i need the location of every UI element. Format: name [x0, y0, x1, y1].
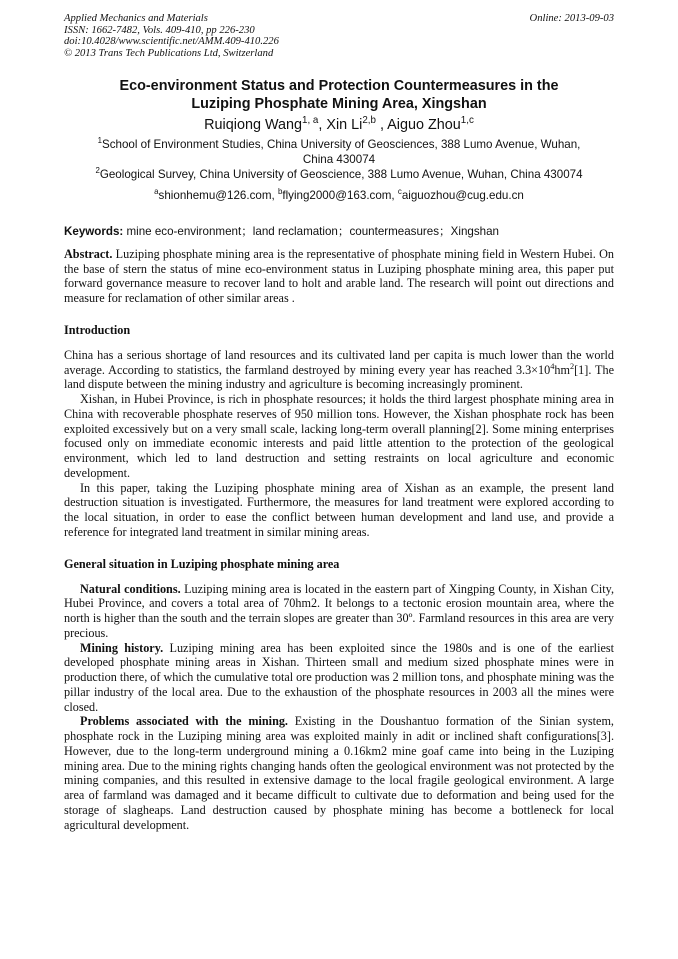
affiliation-1-cont: China 430074 — [302, 153, 376, 167]
paragraph-text: China has a serious shortage of land resources and its cultivated land per capita is much lower than the world average. According to statistics, the farmland destroyed by mining every year has reached 3.3×10 — [64, 347, 614, 377]
paragraph-text: Luziping mining area has been exploited since the 1980s and is one of the earliest developed phosphate mining areas in Xishan. Thirteen small and medium sized phosphate mines were in production there, of which the cumulative total ore production was 2 million tons, and phosphate mining was the pillar industry of the local area. Due to the exhaustion of the phosphate resources in 2003 all the mines were closed. — [64, 640, 615, 714]
paper-page — [64, 13, 614, 832]
paragraph-text: Existing in the Doushantuo formation of the Sinian system, phosphate rock in the Luziping mining area was exploited mainly in adit or inclined shaft configurations[3]. However, due to the long-term underground mining a 0.16km2 mine goaf came into being in the Luziping mining area. Due to the mining rights changing hands often the geological environment was not protected by the mining companies, and this resulted in extensive damage to the local fragile geological environment. A large area of farmland was damaged and it became difficult to cultivate due to deformation and being used for the storage of slagheaps. Land destruction caused by phosphate mining has become a bottleneck for local agricultural development. — [64, 714, 614, 832]
paragraph-problems — [64, 714, 614, 832]
paragraph: Xishan, in Hubei Province, is rich in phosphate resources; it holds the third largest phosphate mining area in China with recoverable phosphate reserves of 950 million tons. However, the Xishan phosphate rock has been exploited excessively but on a very small scale, lacking long-term overall planning[2]. Some mining enterprises focused only on immediate economic interests and paid little attention to the protection of the geological environment, which led to land destruction and setting restraints on local agriculture and economic development. — [64, 392, 614, 480]
general-section — [64, 582, 614, 833]
run-in-heading: Problems associated with the mining. — [80, 714, 288, 729]
affiliation-number: 1 — [97, 136, 102, 146]
journal-header — [64, 13, 614, 59]
keywords — [64, 225, 614, 239]
author-superscript: 1,c — [460, 115, 474, 127]
superscript: 4 — [550, 361, 555, 371]
author-separator: , — [318, 117, 327, 134]
abstract-text: Luziping phosphate mining area is the representative of phosphate mining field in Western Hubei. On the base of stern the status of mine eco-environment status in Luziping phosphate mining area, this paper put forward governance measure to recover land to holt and arable land. The research will point out directions and measure for reclamation of other similar areas . — [64, 246, 614, 306]
affiliation-2 — [64, 168, 614, 183]
paragraph-text: [1]. The land dispute between the mining industry and agriculture is becoming increasingly prominent. — [64, 362, 614, 392]
affiliation-text: School of Environment Studies, China University of Geosciences, 388 Lumo Avenue, Wuhan, — [101, 138, 581, 152]
abstract — [64, 247, 614, 306]
author-list — [64, 116, 614, 134]
author-emails — [64, 186, 614, 203]
paragraph-text: hm — [554, 362, 570, 377]
journal-name: Applied Mechanics and Materials — [64, 13, 208, 24]
email-link[interactable]: aiguozhou@cug.edu.cn — [401, 188, 524, 202]
paragraph-mining-history — [64, 641, 614, 715]
run-in-heading: Mining history. — [80, 640, 164, 655]
author-name: Aiguo Zhou — [387, 117, 461, 134]
email-superscript: a — [154, 186, 159, 196]
paragraph-text: Luziping mining area is located in the eastern part of Xingping County, in Xishan City, Hubei Province, and covers a total area of 70hm2. It belongs to a tectonic erosion mountain area, where the north is higher than the south and the terrain slopes are greater than 30º. Farmland resources in this area are very precious. — [64, 581, 614, 640]
paragraph — [64, 348, 614, 392]
keywords-text: mine eco-environment；land reclamation；countermeasures；Xingshan — [123, 224, 499, 238]
email-link[interactable]: flying2000@163.com, — [282, 188, 398, 202]
author-superscript: 1, a — [302, 115, 319, 127]
affiliation-text: Geological Survey, China University of Geoscience, 388 Lumo Avenue, Wuhan, China 430074 — [99, 167, 583, 181]
superscript: 2 — [569, 361, 575, 371]
author-name: Xin Li — [326, 117, 363, 134]
paper-title — [64, 77, 614, 113]
author-superscript: 2,b — [362, 115, 376, 127]
abstract-label: Abstract. — [64, 246, 113, 261]
affiliations — [64, 138, 614, 182]
author-separator: , — [375, 117, 388, 134]
author-name: Ruiqiong Wang — [204, 117, 303, 134]
section-heading-introduction: Introduction — [64, 322, 131, 337]
run-in-heading: Natural conditions. — [80, 581, 181, 596]
introduction-section — [64, 348, 614, 540]
online-date: Online: 2013-09-03 — [529, 13, 614, 24]
title-line-1: Eco-environment Status and Protection Countermeasures in the — [119, 78, 559, 95]
section-heading-general: General situation in Luziping phosphate mining area — [64, 556, 340, 571]
title-line-2: Luziping Phosphate Mining Area, Xingshan — [191, 96, 487, 113]
email-superscript: b — [277, 186, 283, 196]
copyright-line: © 2013 Trans Tech Publications Ltd, Switzerland — [64, 47, 274, 59]
paragraph: In this paper, taking the Luziping phosphate mining area of Xishan as an example, the present land destruction situation is investigated. Furthermore, the measures for land treatment were explored according to the local situation, in order to ease the conflict between human development and land use, and provide a reference for integrated land treatment in similar mining areas. — [64, 480, 614, 539]
email-superscript: c — [397, 186, 402, 196]
paragraph-natural-conditions — [64, 582, 614, 641]
doi-line: doi:10.4028/www.scientific.net/AMM.409-410.226 — [64, 36, 279, 48]
affiliation-1 — [64, 138, 614, 153]
affiliation-number: 2 — [95, 166, 100, 176]
keywords-label: Keywords: — [64, 224, 124, 238]
issn-line: ISSN: 1662-7482, Vols. 409-410, pp 226-230 — [64, 24, 255, 36]
email-link[interactable]: shionhemu@126.com, — [158, 188, 278, 202]
